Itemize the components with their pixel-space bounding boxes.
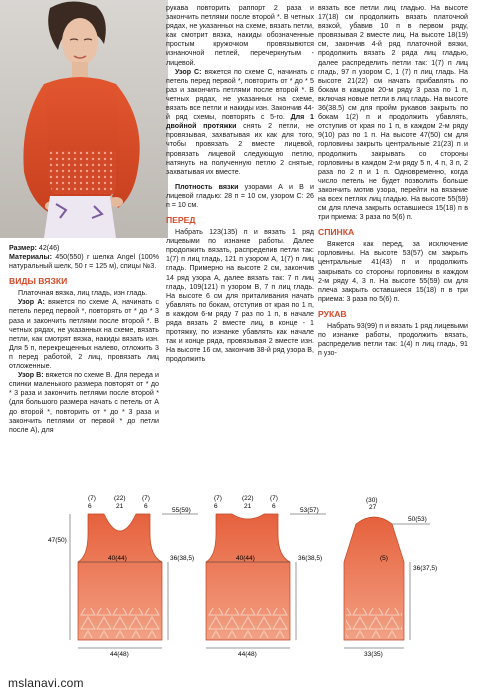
text-column-3 bbox=[318, 4, 468, 358]
density-label: Плотность вязки bbox=[175, 182, 239, 191]
density-text: узорами А и В и лицевой гладью: 28 п = 10 см, узором С: 26 п = 10 см. bbox=[166, 182, 315, 209]
sleeve-top-right: 50(53) bbox=[408, 516, 427, 523]
back-chest: 40(44) bbox=[236, 555, 255, 562]
sleeve-schematic bbox=[344, 497, 437, 658]
back-top-val-1: 6 bbox=[214, 503, 218, 510]
uzor-a-text: вяжется по схеме А, начинать с петель перед первой *, повторять от * до * 3 раза и закончить петлями после второй *. В четных рядах, не указанных на схеме, вязать петли, как смотрят вязка, накиды вязать изн. Для 5 п, перекрещенных налево, bbox=[9, 298, 160, 352]
back-top-label-2: (22) bbox=[242, 495, 254, 502]
platochnaya-text: Платочная вязка, лиц гладь, изн гладь. bbox=[18, 289, 148, 298]
sleeve-bottom: 33(35) bbox=[364, 651, 383, 658]
sleeve-side: 36(37,5) bbox=[413, 565, 438, 572]
sleeve-repeat-text: рукава повторить раппорт 2 раза и закончить петлями после второй *. В четных рядах, не указанных на схеме, вязать петли, как смотрит вязка, накиды обозначенные простым кружочком провязывются изнаночной петлей, перечеркнутым - лицевой. bbox=[166, 4, 314, 67]
materials-value: 450(550) г шелка Angel (100% натуральный шелк, 50 г = 125 м), спицы №3. bbox=[9, 253, 159, 271]
back-top-val-3: 6 bbox=[272, 503, 276, 510]
site-watermark: mslanavi.com bbox=[8, 676, 84, 690]
uzor-a-text-2: отложить 3 п перед работой, 2 лиц, провязать лиц отложенные. bbox=[9, 343, 159, 371]
back-top-label-1: (7) bbox=[214, 495, 222, 502]
front-continued-text: вязать все петли лиц гладью. На высоте 17(18) см продолжить вязать платочной вязкой, убавив 10 п в первом ряду, провязывая 2 вместе лиц. На высоте 18(19) см, закончив 4-й ряд платочной вязки, продолжить вязать 2 ряда лиц гладью, далее распределить петли так: 1(7) п лиц гладь, 97 п узором С, 1 (7) п лиц гладь. На высоте 21(22) см начать прибавлять по бокам в каждом 20-м ряду 3 раза по 1 п, включая новые петли в лиц гладь. На высоте 36(38.5) см для пройм рукавов закрыть по бокам 1(2) п и продолжить убавлять, отступив от края по 1 п, в каждом 2-м ряду 9(10) раз по 1 п. На высоте 47(50) см для горловины закрыть центральные 21(23) п и продолжить закрывать со стороны горловины в каждом 2-м ряду 5 п, 4 п, 3 п, 2 раза по 2 п и 1 п. Одновременно, когда число петель не будет позволить больше закончить мотив узора, перейти на вязание на всех петлях лиц гладью. На высоте 55(59) см для плеча закрыть оставшиеся 15(18) п в три приема: 3 раза по 5(6) п. bbox=[318, 4, 468, 222]
materials-label: Материалы: bbox=[9, 253, 52, 262]
text-column-1 bbox=[9, 244, 159, 435]
uzor-c-text: вяжется по схеме С, начинать с петель перед первой *, повторить от * до * 5 раз и закончить петлями после второй *. В четных рядах, не указанных на схеме, вязать все петли и накиды изн. Закончив 44-й ряд схемы, повторять с 5-го. bbox=[166, 67, 315, 122]
double-pull-label: Для 1 двойной протяжки bbox=[166, 113, 314, 131]
front-top-right: 55(59) bbox=[172, 507, 191, 514]
front-top-val-3: 6 bbox=[144, 503, 148, 510]
front-chest: 40(44) bbox=[108, 555, 127, 562]
front-top-label-3: (7) bbox=[142, 495, 150, 502]
section-back: СПИНКА bbox=[318, 227, 355, 238]
uzor-a-label: Узор А: bbox=[18, 298, 45, 307]
size-value: 42(46) bbox=[36, 244, 60, 252]
text-column-2 bbox=[166, 4, 314, 364]
front-left-height: 47(50) bbox=[48, 537, 67, 544]
back-bottom: 44(48) bbox=[238, 651, 257, 658]
front-text: Набрать 123(135) п и вязать 1 ряд лицевыми по изнанке работы. Далее продолжить вязать, распределив петли так: 1(7) п лиц гладь, 121 п узором А, 1(7) п лиц гладь. Примерно на высоте 2 см, закончив 14 ряд узора А, далее вязать так: 7 п лиц гладь, 109(121) п узором В, 7 п лиц гладь. На высоте 6 см для приталивания начать убавлять по бокам, отступив от края по 1 п, в каждом 6-м ряду 7 раз по 1 п, в начале ряда вязать 2 вместе лиц, в конце - 1 протяжку, по изнанке убавлять как начале так и конце ряда, провязывая 2 вместе изн. На высоте 16 см, закончив 38-й ряд узора В, продолжить bbox=[166, 228, 314, 364]
uzor-b-text: вяжется по схеме В. Для переда и спинки маленького размера повторят от * до * 3 раза и закончить петлями после второй * (для большого размера начать с петель от А до второй *, повторить от * до * 3 раза и закончить петлями от первой * до петли после А), для bbox=[9, 371, 159, 434]
back-top-val-2: 21 bbox=[244, 503, 252, 510]
front-top-label-1: (7) bbox=[88, 495, 96, 502]
uzor-b-label: Узор В: bbox=[18, 371, 44, 380]
section-knit-types: ВИДЫ ВЯЗКИ bbox=[9, 276, 68, 287]
uzor-c-label: Узор С: bbox=[175, 67, 202, 76]
back-schematic bbox=[206, 495, 326, 658]
back-side: 36(38,5) bbox=[298, 555, 323, 562]
front-top-val-1: 6 bbox=[88, 503, 92, 510]
sleeve-top-label: (30) bbox=[366, 497, 378, 504]
garment-schematics bbox=[0, 490, 482, 670]
section-front: ПЕРЕД bbox=[166, 215, 196, 226]
model-photo bbox=[0, 0, 168, 238]
section-sleeve: РУКАВ bbox=[318, 308, 347, 319]
front-side: 36(38,5) bbox=[170, 555, 195, 562]
double-pull-text: снять 2 петли, не провязывая, захватывая их как для того, чтобы провязать 2 вместе лицевой, провязать лицевой следующую петлю, натянуть на полученную петлю 2 снятые, захватывая их вместе. bbox=[166, 122, 314, 176]
sleeve-cap: (5) bbox=[380, 555, 388, 562]
back-top-right: 53(57) bbox=[300, 507, 319, 514]
back-text: Вяжется как перед, за исключение горловины. На высоте 53(57) см закрыть центральные 41(43) п и продолжить закрывать со стороны горловины в каждом 2-м ряду 4, 3 п. На высоте 55(59) см для плеча закрыть оставшиеся 15(18) п в три приема: 3 раза по 5(6) п. bbox=[318, 240, 468, 303]
back-top-label-3: (7) bbox=[270, 495, 278, 502]
sleeve-text: Набрать 93(99) п и вязать 1 ряд лицевыми по изнанке работы, продолжить вязать, распределив петли так: 1(4) п лиц гладь, 91 п узо- bbox=[318, 321, 468, 358]
front-top-label-2: (22) bbox=[114, 495, 126, 502]
front-top-val-2: 21 bbox=[116, 503, 124, 510]
front-bottom: 44(48) bbox=[110, 651, 129, 658]
front-schematic bbox=[48, 495, 198, 658]
sleeve-top-val: 27 bbox=[369, 504, 377, 511]
size-label: Размер: bbox=[9, 244, 37, 252]
